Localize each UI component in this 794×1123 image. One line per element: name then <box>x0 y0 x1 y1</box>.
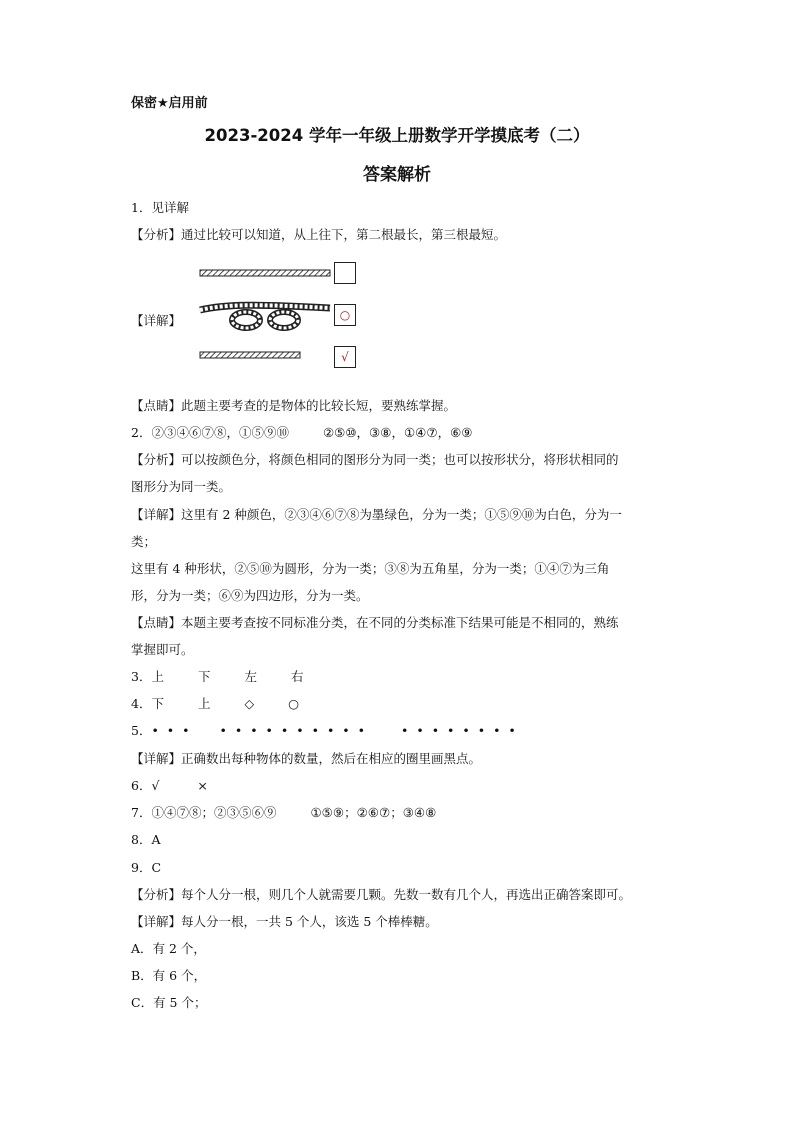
q1-note: 【点睛】此题主要考查的是物体的比较长短，要熟练掌握。 <box>131 398 457 413</box>
q4-answer <box>131 696 299 712</box>
q2-note-1: 【点睛】本题主要考查按不同标准分类，在不同的分类标准下结果可能是不相同的，熟练 <box>131 615 619 630</box>
q3-item: 上 <box>151 669 164 684</box>
q3-item: 左 <box>244 669 257 684</box>
q9-detail: 【详解】每人分一根，一共 5 个人，该选 5 个棒棒糖。 <box>131 914 438 929</box>
ropes-illustration <box>196 258 336 376</box>
q5-detail: 【详解】正确数出每种物体的数量，然后在相应的圈里画黑点。 <box>131 751 482 766</box>
answer-box-2: ○ <box>334 304 356 326</box>
q7-answer <box>131 805 436 821</box>
q5-dots-group-2: • • • • • • • • • • <box>219 723 368 738</box>
q6-answer <box>131 778 208 794</box>
q5-dots-group-3: • • • • • • • • <box>401 723 518 738</box>
q3-item: 右 <box>290 669 304 684</box>
q4-item: 下 <box>151 696 164 711</box>
q2-answer <box>131 425 473 441</box>
q7-number: 7． <box>131 805 152 820</box>
q8-answer: 8．A <box>131 832 161 847</box>
q1-answer: 1．见详解 <box>131 200 189 215</box>
q2-detail-2: 类； <box>131 534 157 549</box>
q1-rope-figure <box>196 258 366 376</box>
q5-number: 5． <box>131 723 152 738</box>
confidential-label: 保密★启用前 <box>131 96 208 111</box>
rope-3 <box>200 352 300 358</box>
q6-item: √ <box>151 778 160 793</box>
q2-detail-4: 形，分为一类；⑥⑨为四边形，分为一类。 <box>131 588 369 603</box>
q2-detail-1: 【详解】这里有 2 种颜色，②③④⑥⑦⑧为墨绿色，分为一类；①⑤⑨⑩为白色，分为一 <box>131 507 622 522</box>
q4-item: ○ <box>288 696 299 711</box>
q1-detail-label: 【详解】 <box>131 313 182 328</box>
q9-option-a: A．有 2 个， <box>131 941 206 956</box>
q2-note-2: 掌握即可。 <box>131 642 194 657</box>
q2-detail-3: 这里有 4 种形状，②⑤⑩为圆形，分为一类；③⑧为五角星，分为一类；①④⑦为三角 <box>131 561 610 576</box>
q9-option-c: C．有 5 个； <box>131 995 207 1010</box>
q7-part-b: ①⑤⑨；②⑥⑦；③④⑧ <box>310 805 437 820</box>
q6-number: 6． <box>131 778 152 793</box>
q3-answer <box>131 669 303 685</box>
document-subtitle: 答案解析 <box>363 165 431 185</box>
q4-number: 4． <box>131 696 152 711</box>
q6-item: × <box>197 778 208 793</box>
q2-answer-shape: ②⑤⑩，③⑧，①④⑦，⑥⑨ <box>322 425 473 440</box>
rope-2 <box>200 305 330 328</box>
q5-answer <box>131 723 518 739</box>
q9-answer: 9．C <box>131 860 162 875</box>
q4-item: 上 <box>197 696 211 711</box>
q3-item: 下 <box>197 669 211 684</box>
q5-dots-group-1: • • • <box>151 723 192 738</box>
q1-analysis: 【分析】通过比较可以知道，从上往下，第二根最长，第三根最短。 <box>131 227 507 242</box>
q2-analysis-1: 【分析】可以按颜色分，将颜色相同的图形分为同一类；也可以按形状分，将形状相同的 <box>131 452 619 467</box>
q7-part-a: ①④⑦⑧；②③⑤⑥⑨ <box>151 805 277 820</box>
q9-analysis: 【分析】每个人分一根，则几个人就需要几颗。先数一数有几个人，再选出正确答案即可。 <box>131 887 632 902</box>
q4-item: ◇ <box>244 696 255 711</box>
rope-1 <box>200 270 330 276</box>
q3-number: 3． <box>131 669 152 684</box>
answer-box-1 <box>334 262 356 284</box>
q9-option-b: B．有 6 个， <box>131 968 207 983</box>
document-title: 2023-2024 学年一年级上册数学开学摸底考（二） <box>204 126 590 145</box>
q2-answer-color: 2．②③④⑥⑦⑧，①⑤⑨⑩ <box>131 425 289 440</box>
q2-analysis-2: 图形分为同一类。 <box>131 479 232 494</box>
answer-box-3: √ <box>334 346 356 368</box>
